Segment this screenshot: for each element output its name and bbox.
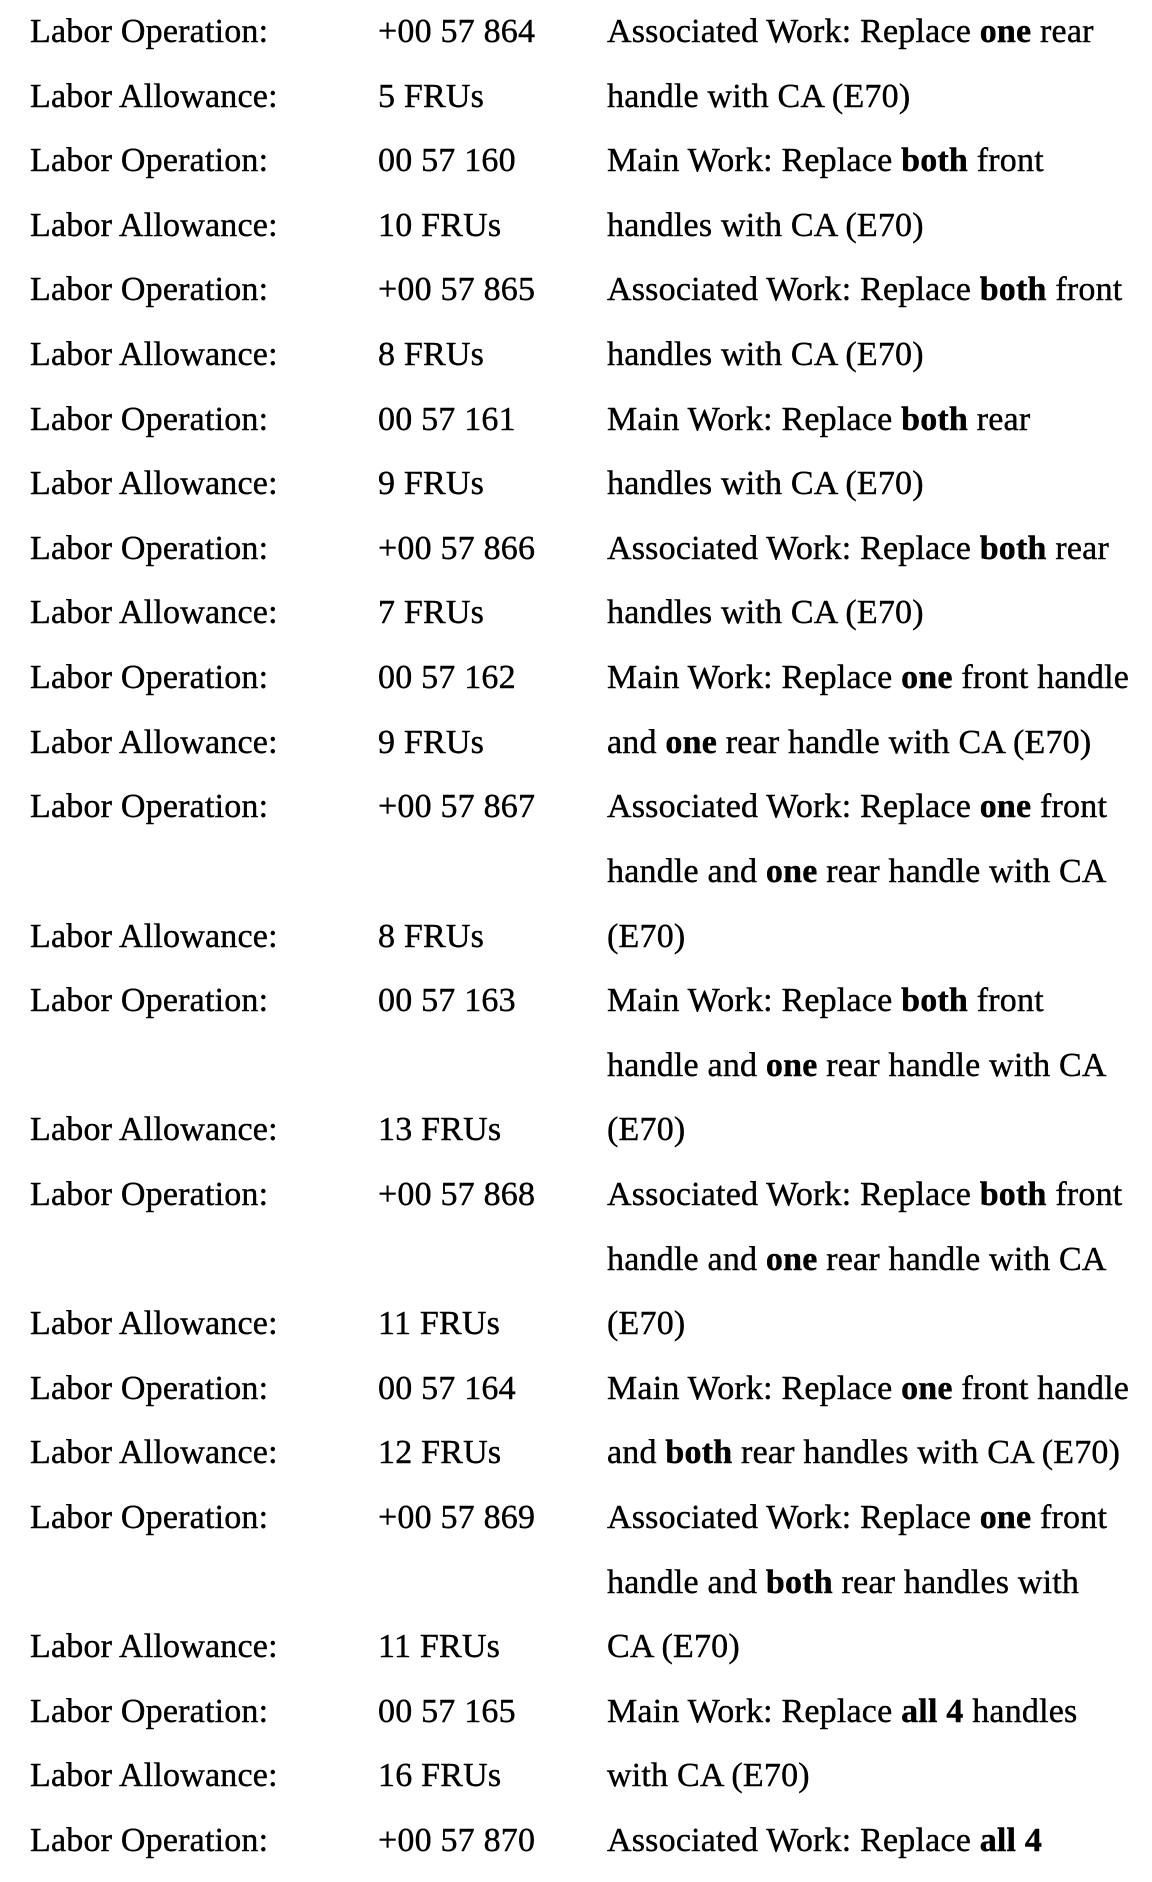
description-segment: front handle — [952, 659, 1130, 697]
description-segment: Associated Work: Replace — [607, 1175, 980, 1213]
value-cell: 00 57 164 — [378, 1369, 516, 1407]
description-segment: handles — [963, 1692, 1078, 1730]
table-row — [0, 65, 1152, 130]
description-segment: front — [1031, 788, 1108, 826]
description-segment: and — [607, 1434, 666, 1472]
description-cell — [607, 1486, 1152, 1551]
table-row — [0, 775, 1152, 840]
label-cell: Labor Operation: — [30, 13, 269, 50]
label-cell: Labor Allowance: — [30, 1434, 278, 1472]
value-cell: 11 FRUs — [378, 1305, 501, 1343]
description-segment: rear handles with CA (E70) — [732, 1434, 1121, 1472]
description-bold-segment: both — [901, 400, 969, 438]
table-row — [0, 969, 1152, 1034]
description-cell — [607, 1163, 1152, 1228]
description-segment: front — [968, 142, 1044, 180]
description-bold-segment: both — [979, 271, 1047, 309]
value-cell: 9 FRUs — [378, 723, 485, 761]
description-cell — [607, 905, 1152, 970]
description-bold-segment: one — [765, 1046, 818, 1084]
description-segment: rear — [1031, 13, 1094, 50]
description-segment: handles with CA (E70) — [607, 336, 924, 374]
label-cell — [30, 1228, 378, 1293]
value-cell: +00 57 870 — [378, 1822, 536, 1860]
table-row — [0, 1486, 1152, 1551]
value-cell — [378, 1551, 607, 1616]
description-cell — [607, 1809, 1152, 1874]
value-cell: 00 57 165 — [378, 1692, 516, 1730]
table-row — [0, 129, 1152, 194]
description-segment: handles with CA (E70) — [607, 465, 924, 503]
label-cell: Labor Allowance: — [30, 1628, 278, 1666]
table-row — [0, 581, 1152, 646]
description-cell — [607, 388, 1152, 453]
description-cell — [607, 1098, 1152, 1163]
table-row — [0, 1421, 1152, 1486]
table-row — [0, 388, 1152, 453]
value-cell: 11 FRUs — [378, 1628, 501, 1666]
description-cell — [607, 840, 1152, 905]
description-segment: rear — [1046, 529, 1109, 567]
description-segment: (E70) — [607, 917, 686, 955]
table-row — [0, 1228, 1152, 1293]
value-cell: +00 57 868 — [378, 1175, 536, 1213]
description-bold-segment: one — [979, 788, 1032, 826]
description-segment: with CA (E70) — [607, 1757, 810, 1795]
value-cell — [378, 840, 607, 905]
label-cell: Labor Operation: — [30, 659, 269, 697]
description-segment: Main Work: Replace — [607, 1369, 902, 1407]
description-bold-segment: both — [765, 1563, 833, 1601]
description-bold-segment: both — [979, 1175, 1047, 1213]
value-cell: 16 FRUs — [378, 1757, 502, 1795]
table-row — [0, 1680, 1152, 1745]
value-cell: +00 57 866 — [378, 529, 536, 567]
description-segment: handles with CA (E70) — [607, 206, 924, 244]
description-segment: Main Work: Replace — [607, 1692, 902, 1730]
description-segment: CA (E70) — [607, 1628, 740, 1666]
value-cell: +00 57 869 — [378, 1499, 536, 1537]
label-cell: Labor Operation: — [30, 1692, 269, 1730]
description-segment: handle and — [607, 1563, 766, 1601]
description-cell — [607, 0, 1152, 65]
table-row — [0, 1292, 1152, 1357]
label-cell: Labor Allowance: — [30, 1111, 278, 1149]
value-cell: +00 57 864 — [378, 13, 536, 50]
label-cell: Labor Allowance: — [30, 1757, 278, 1795]
table-row — [0, 517, 1152, 582]
description-segment: Main Work: Replace — [607, 400, 902, 438]
label-cell: Labor Operation: — [30, 271, 269, 309]
description-cell — [607, 452, 1152, 517]
table-row — [0, 1357, 1152, 1422]
value-cell: 9 FRUs — [378, 465, 485, 503]
table-row — [0, 1615, 1152, 1680]
value-cell: +00 57 867 — [378, 788, 536, 826]
value-cell: 00 57 160 — [378, 142, 516, 180]
table-row — [0, 1744, 1152, 1809]
value-cell: 13 FRUs — [378, 1111, 502, 1149]
label-cell: Labor Operation: — [30, 1499, 269, 1537]
description-bold-segment: one — [665, 723, 718, 761]
description-cell — [607, 646, 1152, 711]
description-segment: front — [1046, 1175, 1123, 1213]
value-cell — [378, 1034, 607, 1099]
description-segment: handle and — [607, 1240, 766, 1278]
label-cell: Labor Allowance: — [30, 723, 278, 761]
description-bold-segment: one — [901, 1369, 953, 1407]
description-bold-segment: all 4 — [979, 1822, 1043, 1860]
label-cell: Labor Operation: — [30, 1175, 269, 1213]
table-row — [0, 1034, 1152, 1099]
description-bold-segment: all 4 — [901, 1692, 964, 1730]
value-cell: 8 FRUs — [378, 336, 485, 374]
description-segment: front handle — [952, 1369, 1130, 1407]
label-cell: Labor Operation: — [30, 788, 269, 826]
label-cell: Labor Allowance: — [30, 1305, 278, 1343]
description-bold-segment: one — [765, 1240, 818, 1278]
description-segment: Main Work: Replace — [607, 142, 902, 180]
description-segment: Main Work: Replace — [607, 659, 902, 697]
description-segment: rear handles with — [832, 1563, 1080, 1601]
table-row — [0, 840, 1152, 905]
table-row — [0, 711, 1152, 776]
label-cell: Labor Allowance: — [30, 77, 278, 115]
label-cell: Labor Allowance: — [30, 336, 278, 374]
value-cell: 00 57 161 — [378, 400, 516, 438]
label-cell: Labor Operation: — [30, 1822, 269, 1860]
label-cell: Labor Operation: — [30, 400, 269, 438]
table-row — [0, 1098, 1152, 1163]
description-segment: handle and — [607, 1046, 766, 1084]
label-cell: Labor Operation: — [30, 529, 269, 567]
value-cell — [378, 1228, 607, 1293]
description-segment: rear handle with CA — [817, 1240, 1107, 1278]
description-bold-segment: both — [901, 142, 969, 180]
description-segment: Main Work: Replace — [607, 982, 902, 1020]
description-segment: Associated Work: Replace — [607, 1822, 980, 1860]
description-segment: front — [1046, 271, 1123, 309]
description-cell — [607, 517, 1152, 582]
label-cell: Labor Allowance: — [30, 917, 278, 955]
description-cell — [607, 1615, 1152, 1680]
description-cell — [607, 323, 1152, 388]
description-cell — [607, 1228, 1152, 1293]
description-segment: Associated Work: Replace — [607, 271, 980, 309]
label-cell: Labor Operation: — [30, 142, 269, 180]
description-cell — [607, 129, 1152, 194]
table-row — [0, 905, 1152, 970]
description-segment: handle and — [607, 852, 766, 890]
description-bold-segment: one — [765, 852, 818, 890]
description-cell — [607, 1034, 1152, 1099]
description-cell — [607, 1357, 1152, 1422]
description-segment: Associated Work: Replace — [607, 529, 980, 567]
label-cell — [30, 840, 378, 905]
label-cell: Labor Allowance: — [30, 206, 278, 244]
description-cell — [607, 1744, 1152, 1809]
description-segment: handles with CA (E70) — [607, 594, 924, 632]
description-cell — [607, 711, 1152, 776]
description-cell — [607, 194, 1152, 259]
label-cell: Labor Allowance: — [30, 465, 278, 503]
description-segment: rear handle with CA — [817, 1046, 1107, 1084]
description-cell — [607, 1421, 1152, 1486]
value-cell: 5 FRUs — [378, 77, 485, 115]
description-bold-segment: both — [979, 529, 1047, 567]
description-segment: Associated Work: Replace — [607, 13, 980, 50]
description-cell — [607, 1551, 1152, 1616]
table-row — [0, 0, 1152, 65]
table-row — [0, 323, 1152, 388]
description-bold-segment: both — [665, 1434, 733, 1472]
description-segment: (E70) — [607, 1305, 686, 1343]
label-cell: Labor Allowance: — [30, 594, 278, 632]
label-cell — [30, 1034, 378, 1099]
value-cell: 12 FRUs — [378, 1434, 502, 1472]
description-segment: (E70) — [607, 1111, 686, 1149]
label-cell: Labor Operation: — [30, 982, 269, 1020]
description-bold-segment: both — [901, 982, 969, 1020]
description-segment: rear handle with CA (E70) — [717, 723, 1092, 761]
description-cell — [607, 65, 1152, 130]
description-cell — [607, 581, 1152, 646]
description-segment: rear handle with CA — [817, 852, 1107, 890]
description-bold-segment: one — [979, 13, 1032, 50]
description-segment: front — [968, 982, 1044, 1020]
description-segment: Associated Work: Replace — [607, 788, 980, 826]
label-cell: Labor Operation: — [30, 1369, 269, 1407]
table-row — [0, 1809, 1152, 1874]
value-cell: 10 FRUs — [378, 206, 502, 244]
value-cell: 7 FRUs — [378, 594, 485, 632]
table-row — [0, 258, 1152, 323]
description-cell — [607, 258, 1152, 323]
value-cell: 8 FRUs — [378, 917, 485, 955]
description-segment: Associated Work: Replace — [607, 1499, 980, 1537]
description-cell — [607, 969, 1152, 1034]
description-bold-segment: one — [901, 659, 953, 697]
value-cell: 00 57 162 — [378, 659, 516, 697]
description-segment: and — [607, 723, 666, 761]
table-row — [0, 1551, 1152, 1616]
description-segment: handle with CA (E70) — [607, 77, 911, 115]
description-segment: rear — [968, 400, 1031, 438]
description-bold-segment: one — [979, 1499, 1032, 1537]
table-row — [0, 1163, 1152, 1228]
table-row — [0, 194, 1152, 259]
label-cell — [30, 1551, 378, 1616]
value-cell: +00 57 865 — [378, 271, 536, 309]
value-cell: 00 57 163 — [378, 982, 516, 1020]
description-cell — [607, 775, 1152, 840]
description-segment: front — [1031, 1499, 1108, 1537]
table-row — [0, 452, 1152, 517]
description-cell — [607, 1292, 1152, 1357]
table-row — [0, 646, 1152, 711]
description-cell — [607, 1680, 1152, 1745]
